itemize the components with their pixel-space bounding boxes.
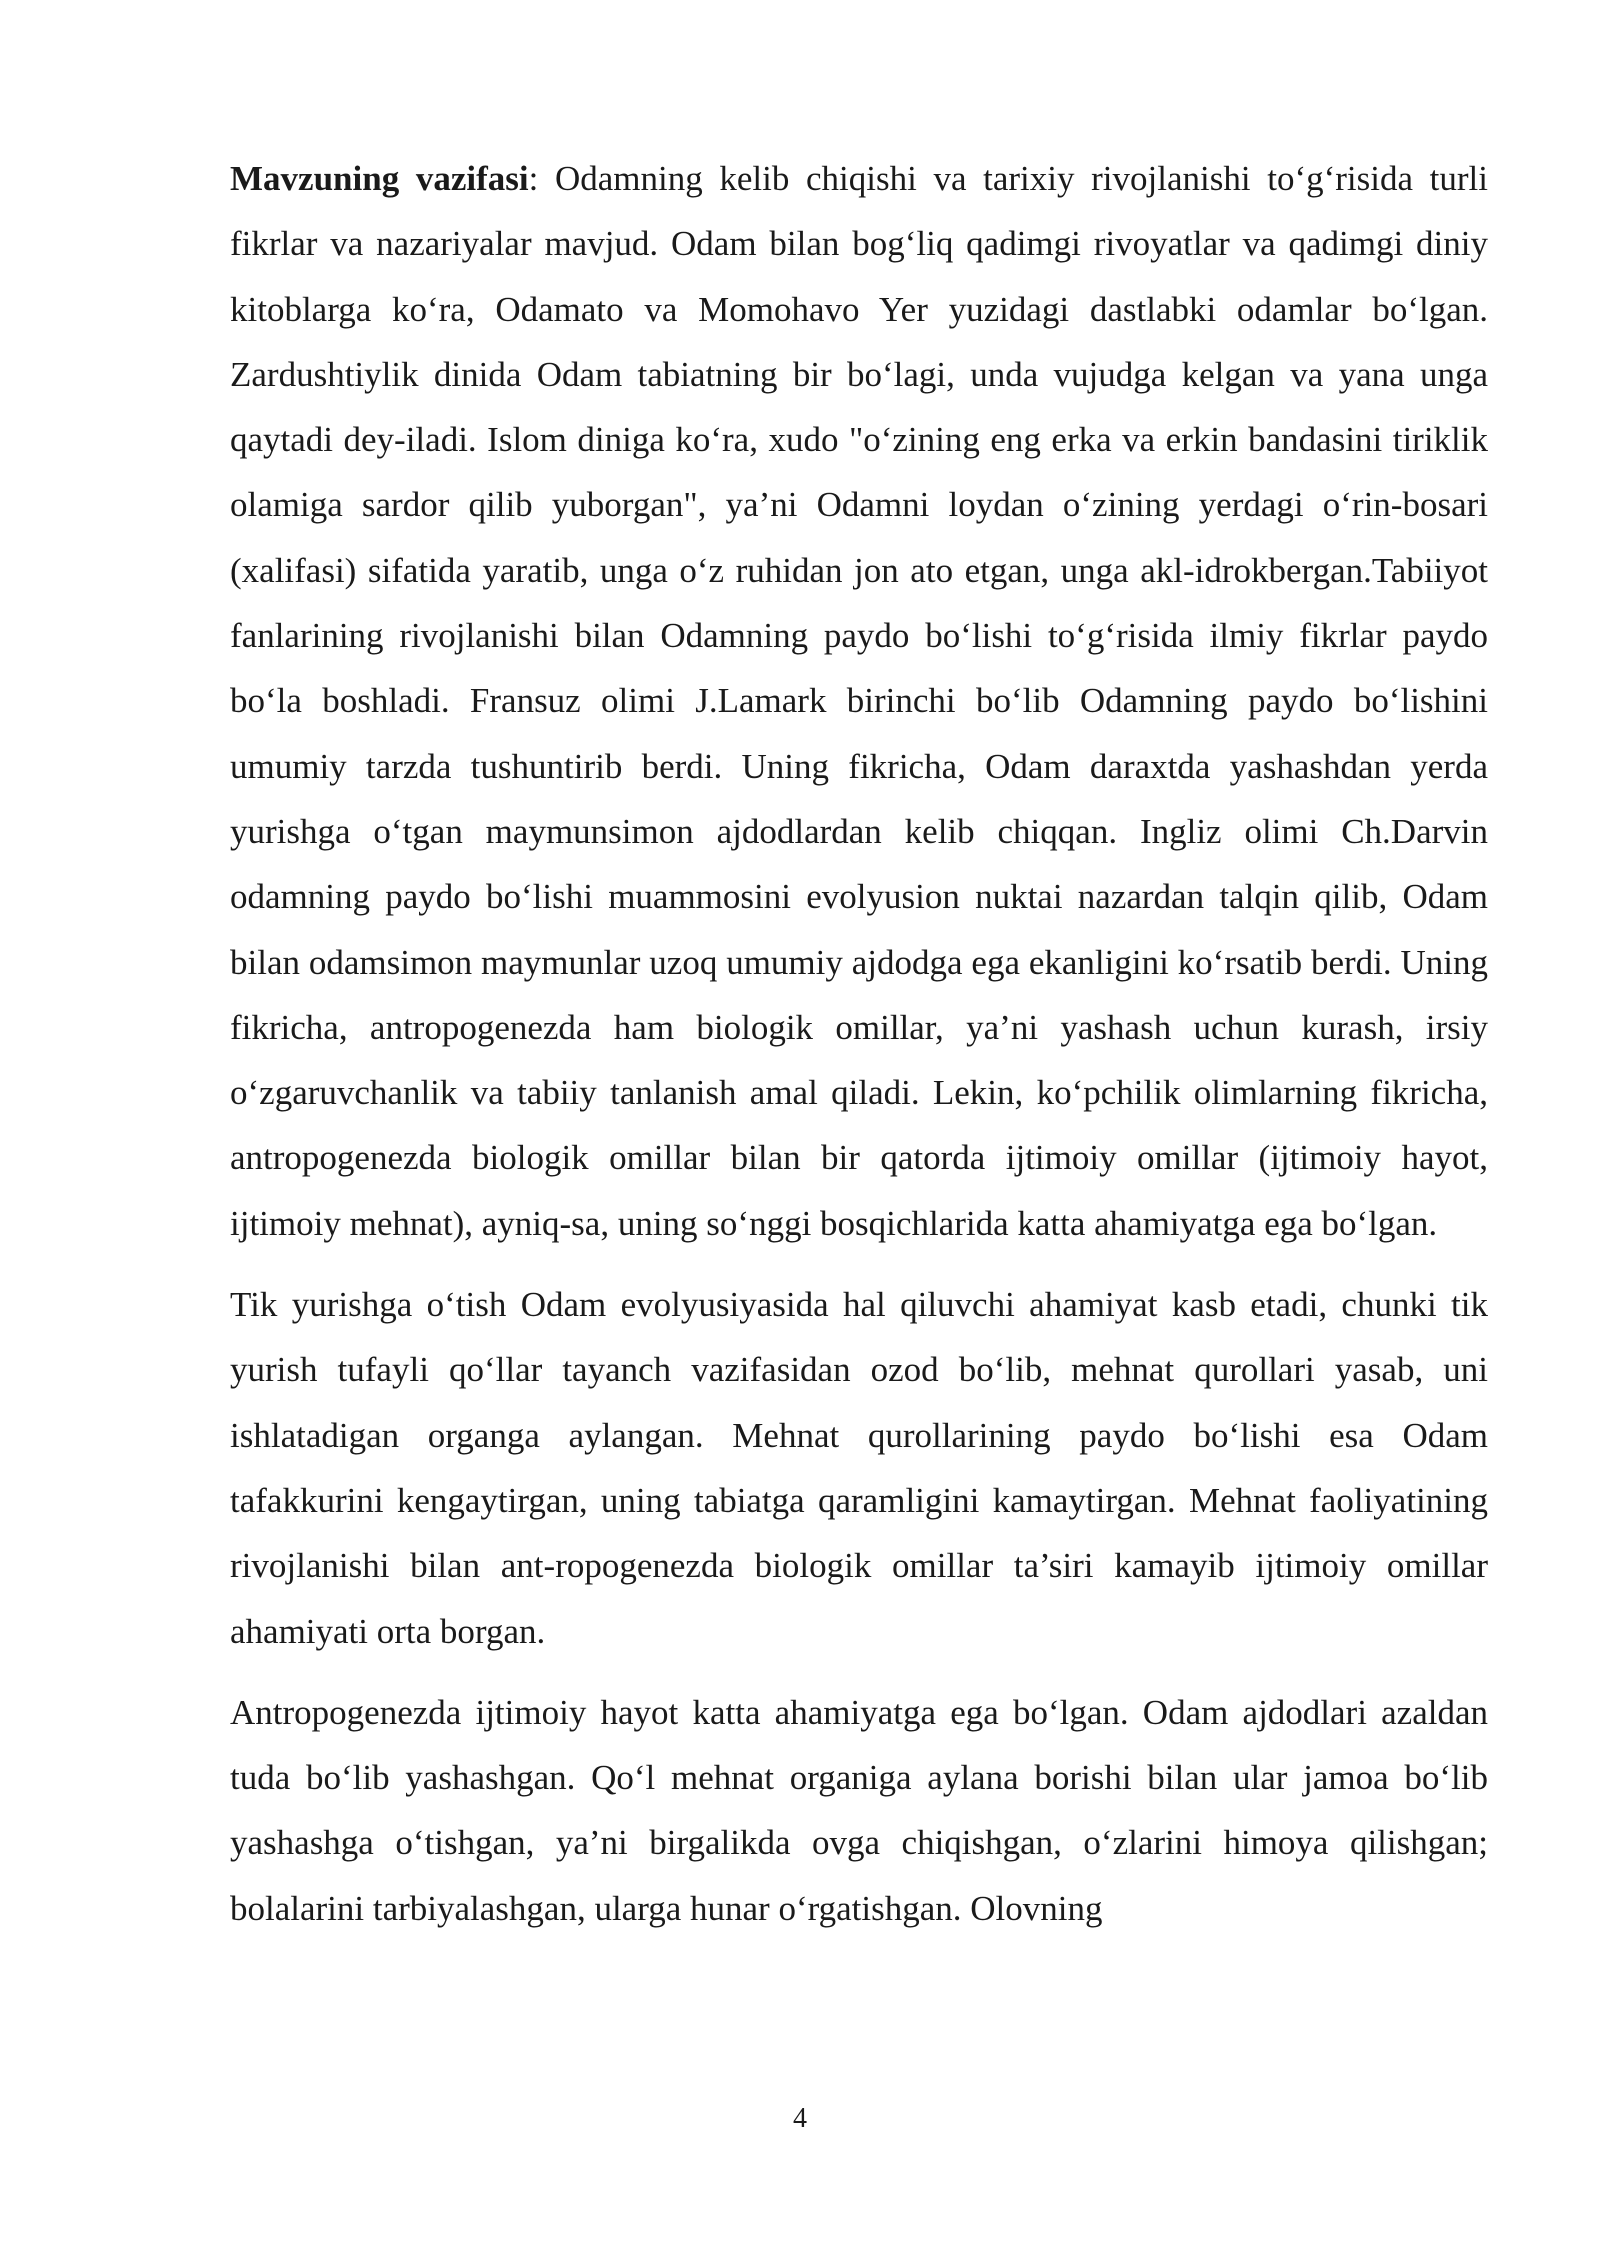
- paragraph-2: Tik yurishga o‘tish Odam evolyusiyasida hal qiluvchi ahamiyat kasb etadi, chunki tik yurish tufayli qo‘llar tayanch vazifasidan ozod bo‘lib, mehnat qurollari yasab, uni ishlatadigan organga aylangan. Mehnat qurollarining paydo bo‘lishi esa Odam tafakkurini kengaytirgan, uning tabiatga qaramligini kamaytirgan. Mehnat faoliyatining rivojlanishi bilan ant-ropogenezda biologik omillar ta’siri kamayib ijtimoiy omillar ahamiyati orta borgan.: [230, 1285, 1488, 1651]
- page-number: 4: [793, 2103, 807, 2134]
- paragraph-lead-term: Mavzuning vazifasi: [230, 159, 529, 198]
- paragraph-3: Antropogenezda ijtimoiy hayot katta ahamiyatga ega bo‘lgan. Odam ajdodlari azaldan tuda bo‘lib yashashgan. Qo‘l mehnat organiga aylana borishi bilan ular jamoa bo‘lib yashashga o‘tishgan, ya’ni birgalikda ovga chiqishgan, o‘zlarini himoya qilishgan; bolalarini tarbiyalashgan, ularga hunar o‘rgatishgan. Olovning: [230, 1692, 1488, 1928]
- paragraph-1: [230, 146, 1488, 1256]
- paragraph-1-text: : Odamning kelib chiqishi va tarixiy rivojlanishi to‘g‘risida turli fikrlar va nazariyalar mavjud. Odam bilan bog‘liq qadimgi rivoyatlar va qadimgi diniy kitoblarga ko‘ra, Odamato va Momohavo Yer yuzidagi dastlabki odamlar bo‘lgan. Zardushtiylik dinida Odam tabiatning bir bo‘lagi, unda vujudga kelgan va yana unga qaytadi dey-iladi. Islom diniga ko‘ra, xudo "o‘zining eng erka va erkin bandasini tiriklik olamiga sardor qilib yuborgan", ya’ni Odamni loydan o‘zining yerdagi o‘rin-bosari (xalifasi) sifatida yaratib, unga o‘z ruhidan jon ato etgan, unga akl-idrokbergan.Tabiiyot fanlarining rivojlanishi bilan Odamning paydo bo‘lishi to‘g‘risida ilmiy fikrlar paydo bo‘la boshladi. Fransuz olimi J.Lamark birinchi bo‘lib Odamning paydo bo‘lishini umumiy tarzda tushuntirib berdi. Uning fikricha, Odam daraxtda yashashdan yerda yurishga o‘tgan maymunsimon ajdodlardan kelib chiqqan. Ingliz olimi Ch.Darvin odamning paydo bo‘lishi muammosini evolyusion nuktai nazardan talqin qilib, Odam bilan odamsimon maymunlar uzoq umumiy ajdodga ega ekanligini ko‘rsatib berdi. Uning fikricha, antropogenezda ham biologik omillar, ya’ni yashash uchun kurash, irsiy o‘zgaruvchanlik va tabiiy tanlanish amal qiladi. Lekin, ko‘pchilik olimlarning fikricha, antropogenezda biologik omillar bilan bir qatorda ijtimoiy omillar (ijtimoiy hayot, ijtimoiy mehnat), ayniq-sa, uning so‘nggi bosqichlarida katta ahamiyatga ega bo‘lgan.: [230, 159, 1488, 1243]
- body-text: [230, 146, 1488, 1941]
